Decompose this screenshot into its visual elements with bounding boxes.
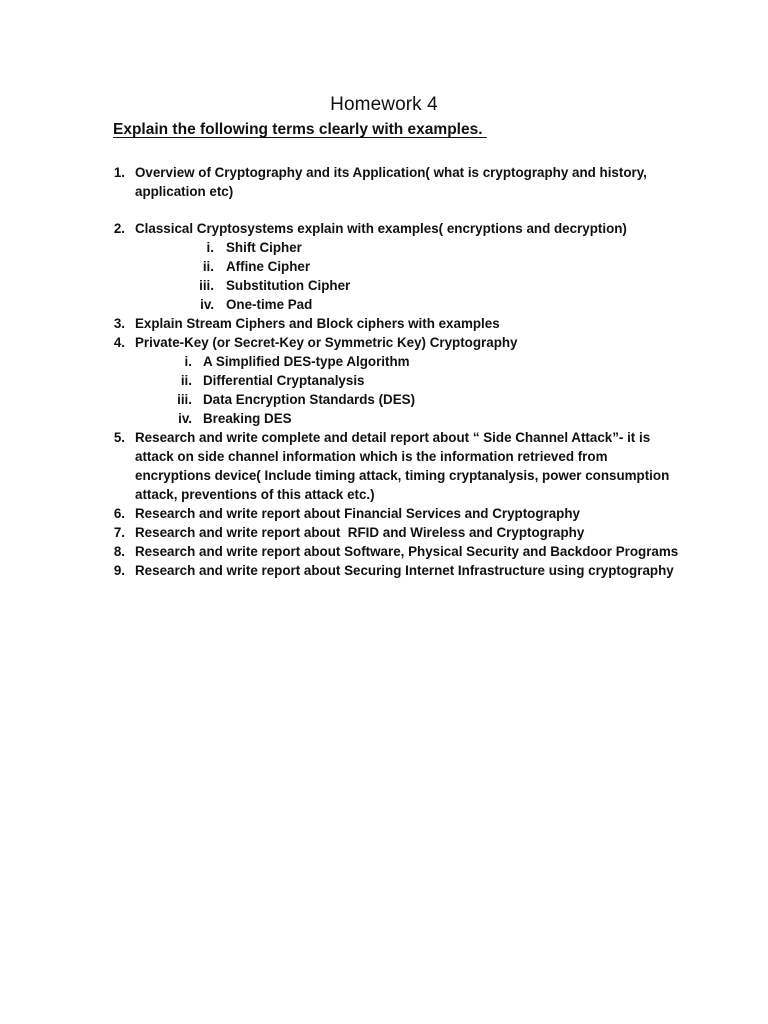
sub-item-number: iv.: [200, 297, 214, 312]
item-text-line: application etc): [135, 184, 234, 199]
item-text-line: Research and write complete and detail report about “ Side Channel Attack”- it is: [135, 430, 651, 445]
item-number: 4.: [113, 335, 125, 350]
item-number: 8.: [113, 544, 125, 559]
sub-item-number: i.: [184, 354, 192, 369]
item-number: 2.: [113, 221, 125, 236]
item-text-line: attack, preventions of this attack etc.): [135, 487, 375, 502]
sub-item-text: Breaking DES: [203, 411, 292, 426]
sub-item-number: iii.: [199, 278, 214, 293]
item-number: 5.: [113, 430, 125, 445]
sub-item-text: Shift Cipher: [226, 240, 302, 255]
sub-item-number: ii.: [180, 373, 192, 388]
item-text-line: Explain Stream Ciphers and Block ciphers with examples: [135, 316, 500, 331]
sub-item-text: One-time Pad: [226, 297, 313, 312]
page-subtitle: Explain the following terms clearly with examples.: [113, 121, 487, 138]
item-text-line: encryptions device( Include timing attack, timing cryptanalysis, power consumption: [135, 468, 670, 483]
sub-item-number: ii.: [202, 259, 214, 274]
sub-item-number: i.: [206, 240, 214, 255]
item-text-line: Research and write report about Financial Services and Cryptography: [135, 506, 580, 521]
item-text-line: attack on side channel information which is the information retrieved from: [135, 449, 608, 464]
item-text-line: Classical Cryptosystems explain with examples( encryptions and decryption): [135, 221, 627, 236]
sub-item-number: iv.: [178, 411, 192, 426]
sub-item-text: Data Encryption Standards (DES): [203, 392, 416, 407]
item-text-line: Private-Key (or Secret-Key or Symmetric Key) Cryptography: [135, 335, 518, 350]
item-number: 3.: [113, 316, 125, 331]
item-text-line: Research and write report about Software, Physical Security and Backdoor Programs: [135, 544, 679, 559]
item-number: 6.: [113, 506, 125, 521]
sub-item-text: Substitution Cipher: [226, 278, 351, 293]
item-text-line: Overview of Cryptography and its Application( what is cryptography and history,: [135, 165, 647, 180]
item-number: 9.: [113, 563, 125, 578]
page-title: Homework 4: [330, 94, 438, 115]
item-text-line: Research and write report about Securing Internet Infrastructure using cryptography: [135, 563, 674, 578]
sub-item-number: iii.: [177, 392, 192, 407]
sub-item-text: A Simplified DES-type Algorithm: [203, 354, 410, 369]
sub-item-text: Differential Cryptanalysis: [203, 373, 365, 388]
item-number: 7.: [113, 525, 125, 540]
item-text-line: Research and write report about RFID and Wireless and Cryptography: [135, 525, 585, 540]
item-number: 1.: [113, 165, 125, 180]
sub-item-text: Affine Cipher: [226, 259, 311, 274]
